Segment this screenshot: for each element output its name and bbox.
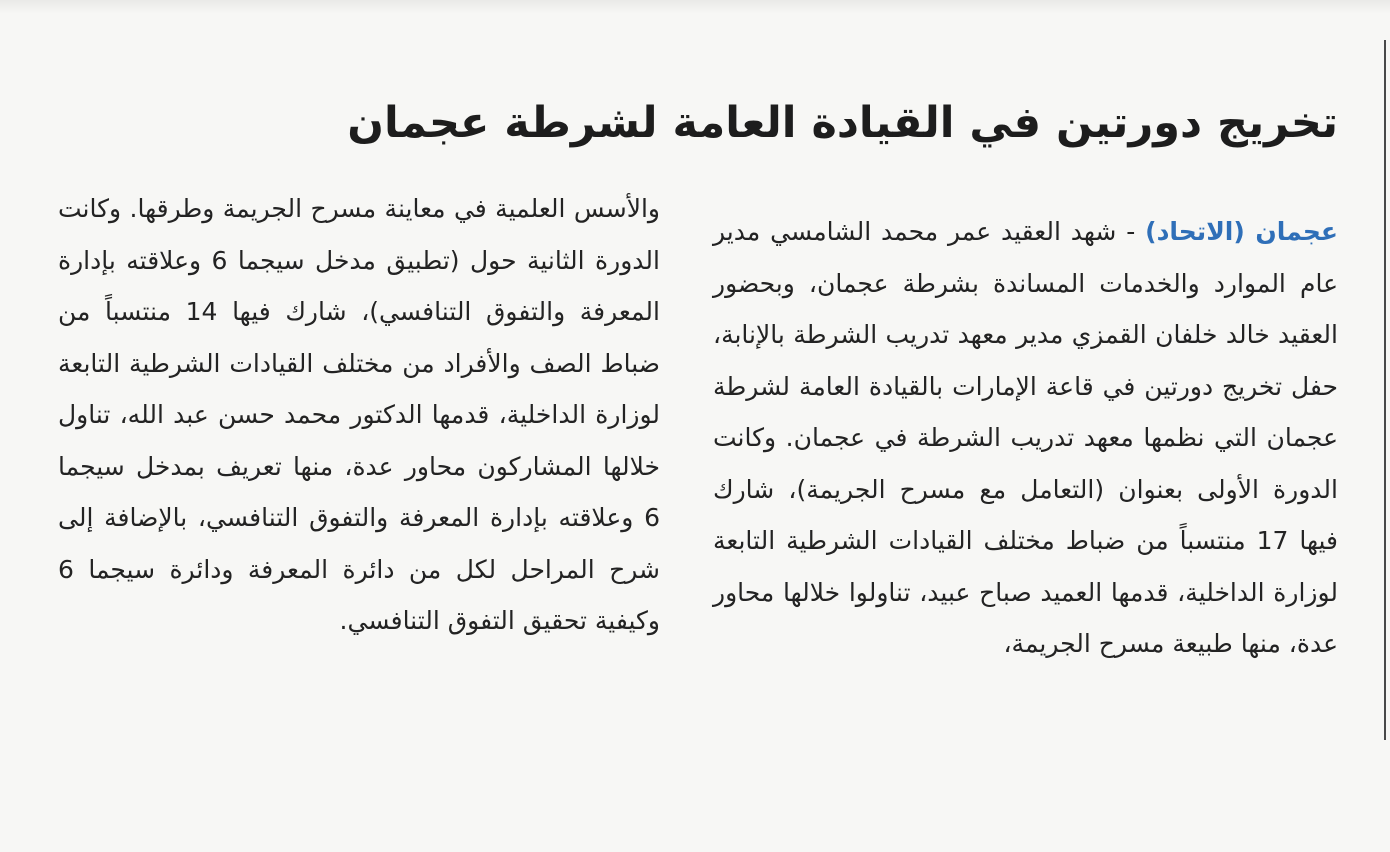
article-dateline: عجمان (الاتحاد) (1145, 217, 1338, 246)
column-rule (1384, 40, 1386, 740)
article-body-right: شهد العقيد عمر محمد الشامسي مدير عام الموارد والخدمات المساندة بشرطة عجمان، وبحضور العقيد خالد خلفان القمزي مدير معهد تدريب الشرطة بالإنابة، حفل تخريج دورتين في قاعة الإمارات بالقيادة العامة لشرطة عجمان التي نظمها معهد تدريب الشرطة في عجمان. وكانت الدورة الأولى بعنوان (التعامل مع مسرح الجريمة)، شارك فيها 17 منتسباً من ضباط مختلف القيادات الشرطية التابعة لوزارة الداخلية، قدمها العميد صباح عبيد، تناولوا خلالها محاور عدة، منها طبيعة مسرح الجريمة، (713, 217, 1338, 658)
article-body-left: والأسس العلمية في معاينة مسرح الجريمة وطرقها. وكانت الدورة الثانية حول (تطبيق مدخل سيجما 6 وعلاقته بإدارة المعرفة والتفوق التنافسي)، شارك فيها 14 منتسباً من ضباط الصف والأفراد من مختلف القيادات الشرطية التابعة لوزارة الداخلية، قدمها الدكتور محمد حسن عبد الله، تناول خلالها المشاركون محاور عدة، منها تعريف بمدخل سيجما 6 وعلاقته بإدارة المعرفة والتفوق التنافسي، بالإضافة إلى شرح المراحل لكل من دائرة المعرفة ودائرة سيجما 6 وكيفية تحقيق التفوق التنافسي. (58, 194, 660, 635)
dateline-separator: - (1116, 217, 1146, 246)
article-column-left (58, 183, 660, 647)
article-headline: تخريج دورتين في القيادة العامة لشرطة عجمان (347, 98, 1338, 148)
article-column-right (713, 206, 1338, 670)
